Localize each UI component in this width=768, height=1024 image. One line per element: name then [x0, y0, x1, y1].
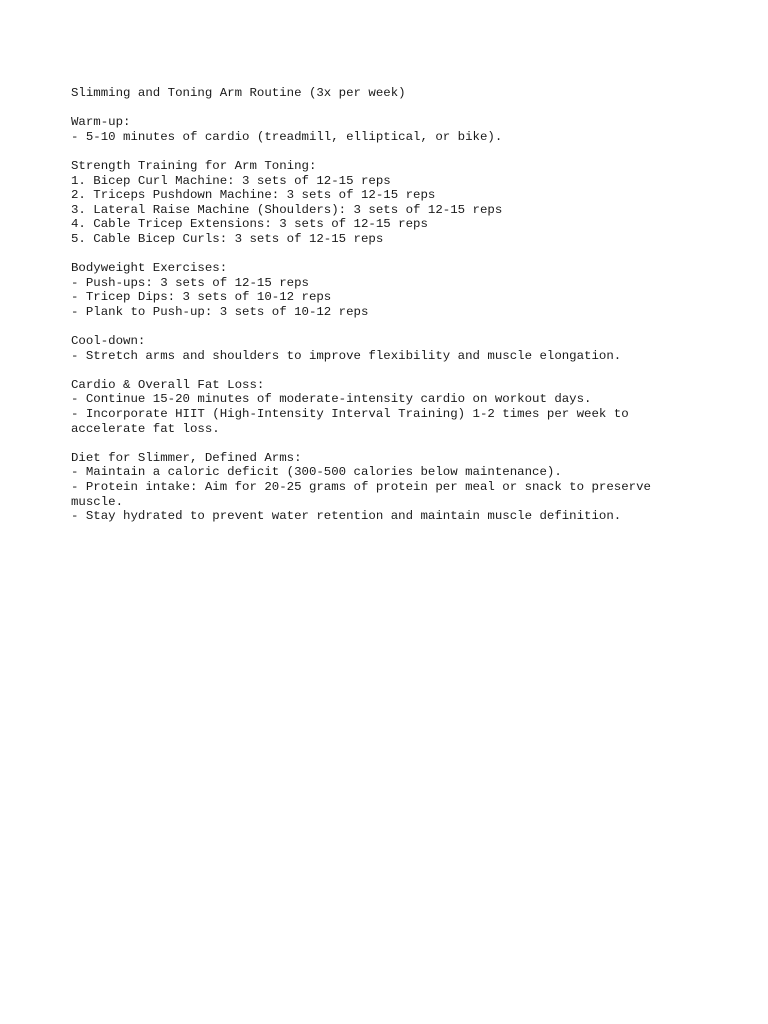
cardio-heading: Cardio & Overall Fat Loss: — [71, 377, 265, 392]
diet-item: - Stay hydrated to prevent water retention and maintain muscle definition. — [71, 509, 622, 524]
strength-item: 5. Cable Bicep Curls: 3 sets of 12-15 reps — [71, 231, 384, 246]
blank-line — [71, 436, 731, 451]
blank-line — [71, 363, 731, 378]
strength-item: 4. Cable Tricep Extensions: 3 sets of 12-15 reps — [71, 217, 428, 232]
cooldown-item: - Stretch arms and shoulders to improve flexibility and muscle elongation. — [71, 348, 622, 363]
cardio-item-continuation: accelerate fat loss. — [71, 421, 220, 436]
strength-item: 1. Bicep Curl Machine: 3 sets of 12-15 reps — [71, 173, 391, 188]
diet-item: - Protein intake: Aim for 20-25 grams of protein per meal or snack to preserve — [71, 480, 651, 495]
cardio-item: - Incorporate HIIT (High-Intensity Interval Training) 1-2 times per week to — [71, 407, 629, 422]
strength-item: 3. Lateral Raise Machine (Shoulders): 3 sets of 12-15 reps — [71, 202, 503, 217]
bodyweight-item: - Tricep Dips: 3 sets of 10-12 reps — [71, 290, 332, 305]
bodyweight-heading: Bodyweight Exercises: — [71, 261, 228, 276]
strength-heading: Strength Training for Arm Toning: — [71, 158, 317, 173]
blank-line — [71, 247, 731, 262]
strength-item: 2. Triceps Pushdown Machine: 3 sets of 12-15 reps — [71, 188, 436, 203]
diet-item-continuation: muscle. — [71, 494, 124, 509]
blank-line — [71, 144, 731, 159]
cardio-item: - Continue 15-20 minutes of moderate-intensity cardio on workout days. — [71, 392, 592, 407]
document-title: Slimming and Toning Arm Routine (3x per week) — [71, 86, 406, 100]
blank-line — [71, 320, 731, 335]
cooldown-heading: Cool-down: — [71, 334, 146, 349]
document-body — [71, 86, 731, 524]
blank-line — [71, 101, 731, 116]
diet-item: - Maintain a caloric deficit (300-500 calories below maintenance). — [71, 465, 562, 480]
warmup-heading: Warm-up: — [71, 115, 131, 130]
warmup-item: - 5-10 minutes of cardio (treadmill, elliptical, or bike). — [71, 129, 503, 144]
bodyweight-item: - Push-ups: 3 sets of 12-15 reps — [71, 275, 309, 290]
bodyweight-item: - Plank to Push-up: 3 sets of 10-12 reps — [71, 304, 369, 319]
diet-heading: Diet for Slimmer, Defined Arms: — [71, 450, 302, 465]
